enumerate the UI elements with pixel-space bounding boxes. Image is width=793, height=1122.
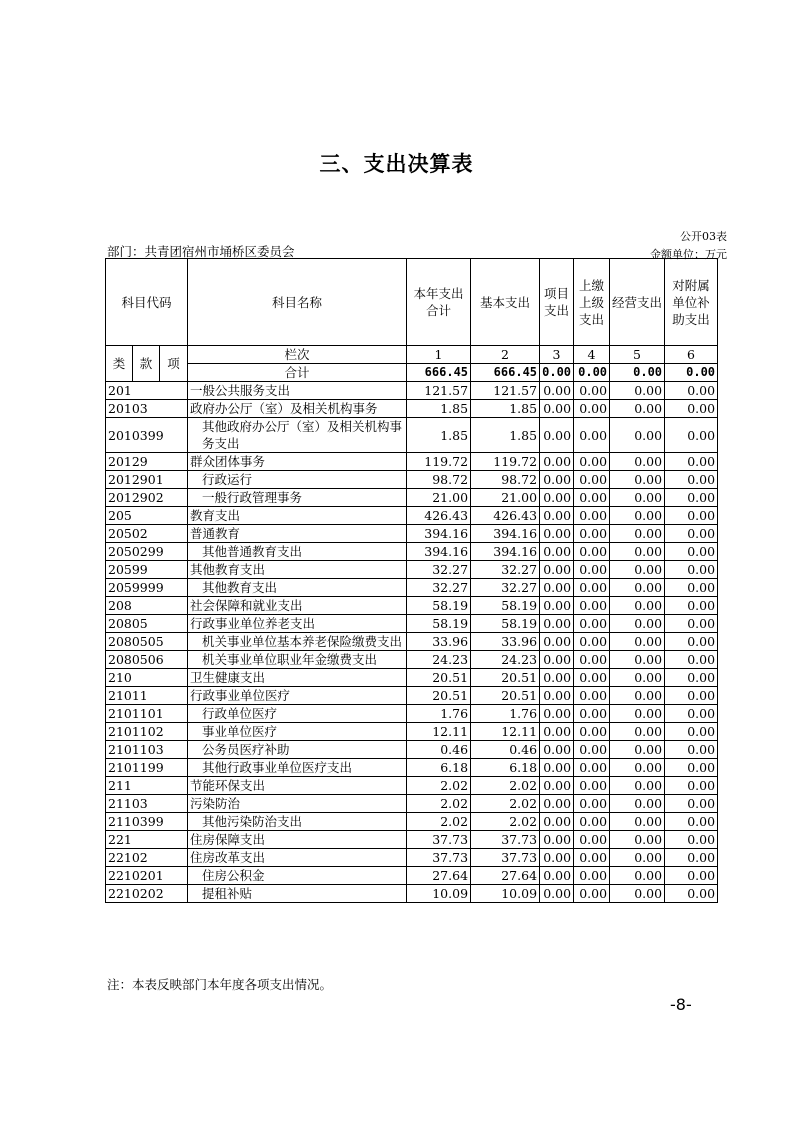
header-lanci: 栏次	[188, 346, 407, 364]
header-col3: 项目支出	[540, 259, 574, 346]
amount-cell: 0.00	[610, 418, 665, 453]
subject-name: 一般行政管理事务	[188, 489, 407, 507]
subject-code: 201	[106, 382, 188, 400]
header-col4: 上缴上级支出	[574, 259, 610, 346]
page-title: 三、支出决算表	[319, 152, 474, 176]
amount-cell: 0.00	[610, 687, 665, 705]
amount-cell: 0.00	[540, 382, 574, 400]
total-label: 合计	[188, 364, 407, 382]
amount-cell: 0.00	[610, 795, 665, 813]
subject-name: 行政事业单位医疗	[188, 687, 407, 705]
amount-cell: 32.27	[407, 561, 471, 579]
amount-cell: 0.00	[574, 489, 610, 507]
total-value: 0.00	[610, 364, 665, 382]
amount-cell: 0.00	[540, 418, 574, 453]
subject-code: 20129	[106, 453, 188, 471]
subject-code: 2050299	[106, 543, 188, 561]
amount-cell: 58.19	[407, 597, 471, 615]
subject-code: 22102	[106, 849, 188, 867]
amount-cell: 0.00	[665, 400, 718, 418]
subject-name: 行政运行	[188, 471, 407, 489]
subject-name: 节能环保支出	[188, 777, 407, 795]
amount-cell: 0.00	[540, 561, 574, 579]
amount-cell: 0.00	[665, 507, 718, 525]
subject-name: 公务员医疗补助	[188, 741, 407, 759]
table-row	[106, 382, 718, 400]
amount-cell: 0.00	[574, 418, 610, 453]
amount-cell: 0.00	[540, 813, 574, 831]
table-row	[106, 831, 718, 849]
subject-name: 其他教育支出	[188, 561, 407, 579]
table-row	[106, 615, 718, 633]
amount-cell: 0.00	[540, 759, 574, 777]
table-row	[106, 561, 718, 579]
subject-code: 2012901	[106, 471, 188, 489]
amount-cell: 1.76	[471, 705, 540, 723]
amount-cell: 0.00	[540, 507, 574, 525]
amount-cell: 0.00	[540, 489, 574, 507]
amount-cell: 0.00	[574, 543, 610, 561]
amount-cell: 0.00	[540, 885, 574, 903]
table-note: 注：本表反映部门本年度各项支出情况。	[107, 977, 333, 992]
header-col1: 本年支出合计	[407, 259, 471, 346]
amount-cell: 0.00	[574, 561, 610, 579]
amount-cell: 0.00	[574, 615, 610, 633]
subject-name: 其他政府办公厅（室）及相关机构事务支出	[188, 418, 407, 453]
amount-cell: 121.57	[407, 382, 471, 400]
amount-cell: 37.73	[407, 849, 471, 867]
amount-cell: 33.96	[407, 633, 471, 651]
subject-code: 21011	[106, 687, 188, 705]
amount-cell: 0.00	[665, 723, 718, 741]
amount-cell: 0.00	[665, 705, 718, 723]
subject-name: 污染防治	[188, 795, 407, 813]
amount-cell: 0.00	[665, 669, 718, 687]
amount-cell: 0.46	[471, 741, 540, 759]
subject-name: 提租补贴	[188, 885, 407, 903]
table-row	[106, 777, 718, 795]
table-row	[106, 418, 718, 453]
col-number-6: 6	[665, 346, 718, 364]
subject-code: 205	[106, 507, 188, 525]
table-row	[106, 687, 718, 705]
amount-cell: 0.00	[574, 849, 610, 867]
amount-cell: 0.00	[610, 453, 665, 471]
amount-cell: 0.00	[665, 418, 718, 453]
amount-cell: 0.00	[665, 471, 718, 489]
amount-cell: 24.23	[471, 651, 540, 669]
amount-cell: 0.00	[574, 885, 610, 903]
table-row	[106, 543, 718, 561]
amount-cell: 0.00	[574, 597, 610, 615]
amount-cell: 0.00	[540, 633, 574, 651]
subject-code: 2101101	[106, 705, 188, 723]
amount-cell: 32.27	[407, 579, 471, 597]
header-kuan: 款	[133, 346, 160, 382]
amount-cell: 0.00	[610, 597, 665, 615]
col-number-2: 2	[471, 346, 540, 364]
amount-cell: 0.00	[610, 705, 665, 723]
subject-code: 20805	[106, 615, 188, 633]
amount-cell: 121.57	[471, 382, 540, 400]
unit-label: 金额单位：万元	[650, 248, 727, 261]
table-row	[106, 400, 718, 418]
subject-code: 208	[106, 597, 188, 615]
total-row	[106, 364, 718, 382]
subject-code: 221	[106, 831, 188, 849]
subject-name: 机关事业单位职业年金缴费支出	[188, 651, 407, 669]
amount-cell: 0.00	[574, 795, 610, 813]
table-row	[106, 525, 718, 543]
table-row	[106, 867, 718, 885]
amount-cell: 98.72	[407, 471, 471, 489]
amount-cell: 0.00	[574, 723, 610, 741]
amount-cell: 0.00	[540, 651, 574, 669]
amount-cell: 426.43	[407, 507, 471, 525]
amount-cell: 0.00	[574, 759, 610, 777]
amount-cell: 58.19	[407, 615, 471, 633]
amount-cell: 37.73	[407, 831, 471, 849]
amount-cell: 10.09	[407, 885, 471, 903]
amount-cell: 0.00	[610, 633, 665, 651]
table-row	[106, 741, 718, 759]
amount-cell: 394.16	[407, 525, 471, 543]
amount-cell: 10.09	[471, 885, 540, 903]
amount-cell: 0.00	[574, 705, 610, 723]
amount-cell: 0.00	[574, 382, 610, 400]
subject-name: 政府办公厅（室）及相关机构事务	[188, 400, 407, 418]
amount-cell: 0.00	[574, 831, 610, 849]
table-row	[106, 813, 718, 831]
total-value: 0.00	[540, 364, 574, 382]
table-row	[106, 885, 718, 903]
amount-cell: 0.00	[610, 615, 665, 633]
amount-cell: 0.00	[610, 543, 665, 561]
header-col6: 对附属单位补助支出	[665, 259, 718, 346]
col-number-4: 4	[574, 346, 610, 364]
amount-cell: 0.00	[610, 813, 665, 831]
form-number: 公开03表	[680, 230, 727, 243]
amount-cell: 0.00	[665, 651, 718, 669]
amount-cell: 394.16	[471, 543, 540, 561]
subject-code: 20599	[106, 561, 188, 579]
subject-code: 2080506	[106, 651, 188, 669]
amount-cell: 0.00	[540, 723, 574, 741]
header-col2: 基本支出	[471, 259, 540, 346]
subject-code: 21103	[106, 795, 188, 813]
amount-cell: 0.00	[574, 669, 610, 687]
header-lei: 类	[106, 346, 133, 382]
amount-cell: 0.00	[610, 759, 665, 777]
amount-cell: 0.00	[540, 831, 574, 849]
amount-cell: 0.00	[540, 525, 574, 543]
subject-code: 2101102	[106, 723, 188, 741]
amount-cell: 0.00	[574, 687, 610, 705]
subject-name: 其他普通教育支出	[188, 543, 407, 561]
subject-code: 2080505	[106, 633, 188, 651]
amount-cell: 0.00	[665, 813, 718, 831]
amount-cell: 12.11	[471, 723, 540, 741]
amount-cell: 0.46	[407, 741, 471, 759]
subject-name: 事业单位医疗	[188, 723, 407, 741]
subject-name: 行政单位医疗	[188, 705, 407, 723]
amount-cell: 0.00	[665, 741, 718, 759]
table-row	[106, 507, 718, 525]
subject-name: 机关事业单位基本养老保险缴费支出	[188, 633, 407, 651]
amount-cell: 0.00	[610, 867, 665, 885]
amount-cell: 0.00	[540, 795, 574, 813]
amount-cell: 0.00	[665, 525, 718, 543]
table-row	[106, 651, 718, 669]
subject-code: 210	[106, 669, 188, 687]
amount-cell: 0.00	[540, 543, 574, 561]
amount-cell: 0.00	[610, 885, 665, 903]
amount-cell: 0.00	[574, 741, 610, 759]
amount-cell: 0.00	[574, 471, 610, 489]
table-row	[106, 633, 718, 651]
amount-cell: 0.00	[665, 543, 718, 561]
amount-cell: 0.00	[610, 723, 665, 741]
amount-cell: 0.00	[665, 382, 718, 400]
amount-cell: 21.00	[407, 489, 471, 507]
amount-cell: 1.85	[471, 418, 540, 453]
amount-cell: 0.00	[665, 777, 718, 795]
amount-cell: 20.51	[407, 687, 471, 705]
amount-cell: 2.02	[471, 795, 540, 813]
amount-cell: 12.11	[407, 723, 471, 741]
amount-cell: 0.00	[665, 615, 718, 633]
amount-cell: 0.00	[665, 849, 718, 867]
table-row	[106, 759, 718, 777]
subject-name: 一般公共服务支出	[188, 382, 407, 400]
amount-cell: 6.18	[471, 759, 540, 777]
amount-cell: 0.00	[665, 453, 718, 471]
amount-cell: 0.00	[665, 831, 718, 849]
amount-cell: 394.16	[407, 543, 471, 561]
col-number-1: 1	[407, 346, 471, 364]
amount-cell: 0.00	[610, 525, 665, 543]
subject-code: 2010399	[106, 418, 188, 453]
amount-cell: 0.00	[574, 525, 610, 543]
subject-name: 群众团体事务	[188, 453, 407, 471]
amount-cell: 394.16	[471, 525, 540, 543]
table-row	[106, 705, 718, 723]
amount-cell: 0.00	[665, 489, 718, 507]
subject-code: 20103	[106, 400, 188, 418]
table-row	[106, 453, 718, 471]
amount-cell: 0.00	[610, 651, 665, 669]
amount-cell: 0.00	[540, 849, 574, 867]
amount-cell: 32.27	[471, 561, 540, 579]
amount-cell: 6.18	[407, 759, 471, 777]
amount-cell: 0.00	[610, 507, 665, 525]
amount-cell: 0.00	[574, 507, 610, 525]
amount-cell: 0.00	[574, 777, 610, 795]
amount-cell: 426.43	[471, 507, 540, 525]
amount-cell: 0.00	[610, 561, 665, 579]
amount-cell: 0.00	[540, 400, 574, 418]
amount-cell: 27.64	[407, 867, 471, 885]
amount-cell: 0.00	[574, 651, 610, 669]
subject-code: 2110399	[106, 813, 188, 831]
amount-cell: 0.00	[665, 867, 718, 885]
amount-cell: 1.85	[407, 400, 471, 418]
amount-cell: 2.02	[471, 813, 540, 831]
subject-name: 其他教育支出	[188, 579, 407, 597]
amount-cell: 0.00	[665, 633, 718, 651]
header-name: 科目名称	[188, 259, 407, 346]
amount-cell: 0.00	[665, 795, 718, 813]
subject-code: 2101103	[106, 741, 188, 759]
amount-cell: 119.72	[471, 453, 540, 471]
amount-cell: 2.02	[471, 777, 540, 795]
total-value: 666.45	[407, 364, 471, 382]
table-row	[106, 579, 718, 597]
amount-cell: 2.02	[407, 777, 471, 795]
department-label: 部门：共青团宿州市埇桥区委员会	[107, 244, 295, 259]
amount-cell: 2.02	[407, 795, 471, 813]
amount-cell: 20.51	[471, 669, 540, 687]
amount-cell: 0.00	[665, 597, 718, 615]
subject-code: 2101199	[106, 759, 188, 777]
amount-cell: 0.00	[574, 579, 610, 597]
amount-cell: 33.96	[471, 633, 540, 651]
col-number-5: 5	[610, 346, 665, 364]
amount-cell: 0.00	[540, 777, 574, 795]
amount-cell: 0.00	[540, 579, 574, 597]
amount-cell: 32.27	[471, 579, 540, 597]
subject-code: 211	[106, 777, 188, 795]
subject-name: 卫生健康支出	[188, 669, 407, 687]
amount-cell: 58.19	[471, 597, 540, 615]
subject-name: 行政事业单位养老支出	[188, 615, 407, 633]
amount-cell: 0.00	[610, 777, 665, 795]
amount-cell: 0.00	[610, 471, 665, 489]
subject-name: 其他污染防治支出	[188, 813, 407, 831]
table-row	[106, 723, 718, 741]
subject-code: 2210202	[106, 885, 188, 903]
table-row	[106, 669, 718, 687]
amount-cell: 0.00	[540, 867, 574, 885]
amount-cell: 27.64	[471, 867, 540, 885]
amount-cell: 0.00	[610, 669, 665, 687]
table-row	[106, 597, 718, 615]
total-value: 0.00	[665, 364, 718, 382]
subject-name: 社会保障和就业支出	[188, 597, 407, 615]
amount-cell: 0.00	[665, 561, 718, 579]
header-col5: 经营支出	[610, 259, 665, 346]
amount-cell: 0.00	[540, 687, 574, 705]
subject-name: 其他行政事业单位医疗支出	[188, 759, 407, 777]
amount-cell: 20.51	[471, 687, 540, 705]
header-xiang: 项	[160, 346, 188, 382]
amount-cell: 0.00	[610, 400, 665, 418]
table-row	[106, 795, 718, 813]
amount-cell: 0.00	[540, 615, 574, 633]
total-value: 666.45	[471, 364, 540, 382]
amount-cell: 0.00	[574, 400, 610, 418]
amount-cell: 0.00	[540, 669, 574, 687]
amount-cell: 0.00	[540, 705, 574, 723]
amount-cell: 0.00	[610, 579, 665, 597]
amount-cell: 0.00	[540, 453, 574, 471]
amount-cell: 20.51	[407, 669, 471, 687]
subject-code: 20502	[106, 525, 188, 543]
amount-cell: 0.00	[540, 471, 574, 489]
amount-cell: 119.72	[407, 453, 471, 471]
subject-code: 2012902	[106, 489, 188, 507]
amount-cell: 0.00	[610, 849, 665, 867]
amount-cell: 0.00	[610, 741, 665, 759]
subject-name: 住房公积金	[188, 867, 407, 885]
subject-name: 住房改革支出	[188, 849, 407, 867]
amount-cell: 0.00	[574, 453, 610, 471]
amount-cell: 0.00	[610, 489, 665, 507]
amount-cell: 0.00	[574, 867, 610, 885]
amount-cell: 0.00	[665, 759, 718, 777]
amount-cell: 58.19	[471, 615, 540, 633]
subject-code: 2059999	[106, 579, 188, 597]
amount-cell: 0.00	[610, 831, 665, 849]
amount-cell: 0.00	[665, 885, 718, 903]
subject-name: 普通教育	[188, 525, 407, 543]
amount-cell: 1.85	[407, 418, 471, 453]
amount-cell: 0.00	[665, 579, 718, 597]
table-row	[106, 849, 718, 867]
col-number-3: 3	[540, 346, 574, 364]
amount-cell: 37.73	[471, 831, 540, 849]
total-value: 0.00	[574, 364, 610, 382]
amount-cell: 0.00	[574, 633, 610, 651]
table-row	[106, 471, 718, 489]
page-number: -8-	[670, 995, 692, 1014]
amount-cell: 1.85	[471, 400, 540, 418]
amount-cell: 0.00	[574, 813, 610, 831]
table-row	[106, 489, 718, 507]
amount-cell: 1.76	[407, 705, 471, 723]
subject-name: 教育支出	[188, 507, 407, 525]
amount-cell: 0.00	[540, 597, 574, 615]
subject-code: 2210201	[106, 867, 188, 885]
amount-cell: 2.02	[407, 813, 471, 831]
amount-cell: 98.72	[471, 471, 540, 489]
amount-cell: 0.00	[540, 741, 574, 759]
expenditure-table	[105, 258, 718, 903]
amount-cell: 21.00	[471, 489, 540, 507]
subject-name: 住房保障支出	[188, 831, 407, 849]
amount-cell: 0.00	[610, 382, 665, 400]
amount-cell: 37.73	[471, 849, 540, 867]
amount-cell: 24.23	[407, 651, 471, 669]
header-code: 科目代码	[106, 259, 188, 346]
amount-cell: 0.00	[665, 687, 718, 705]
